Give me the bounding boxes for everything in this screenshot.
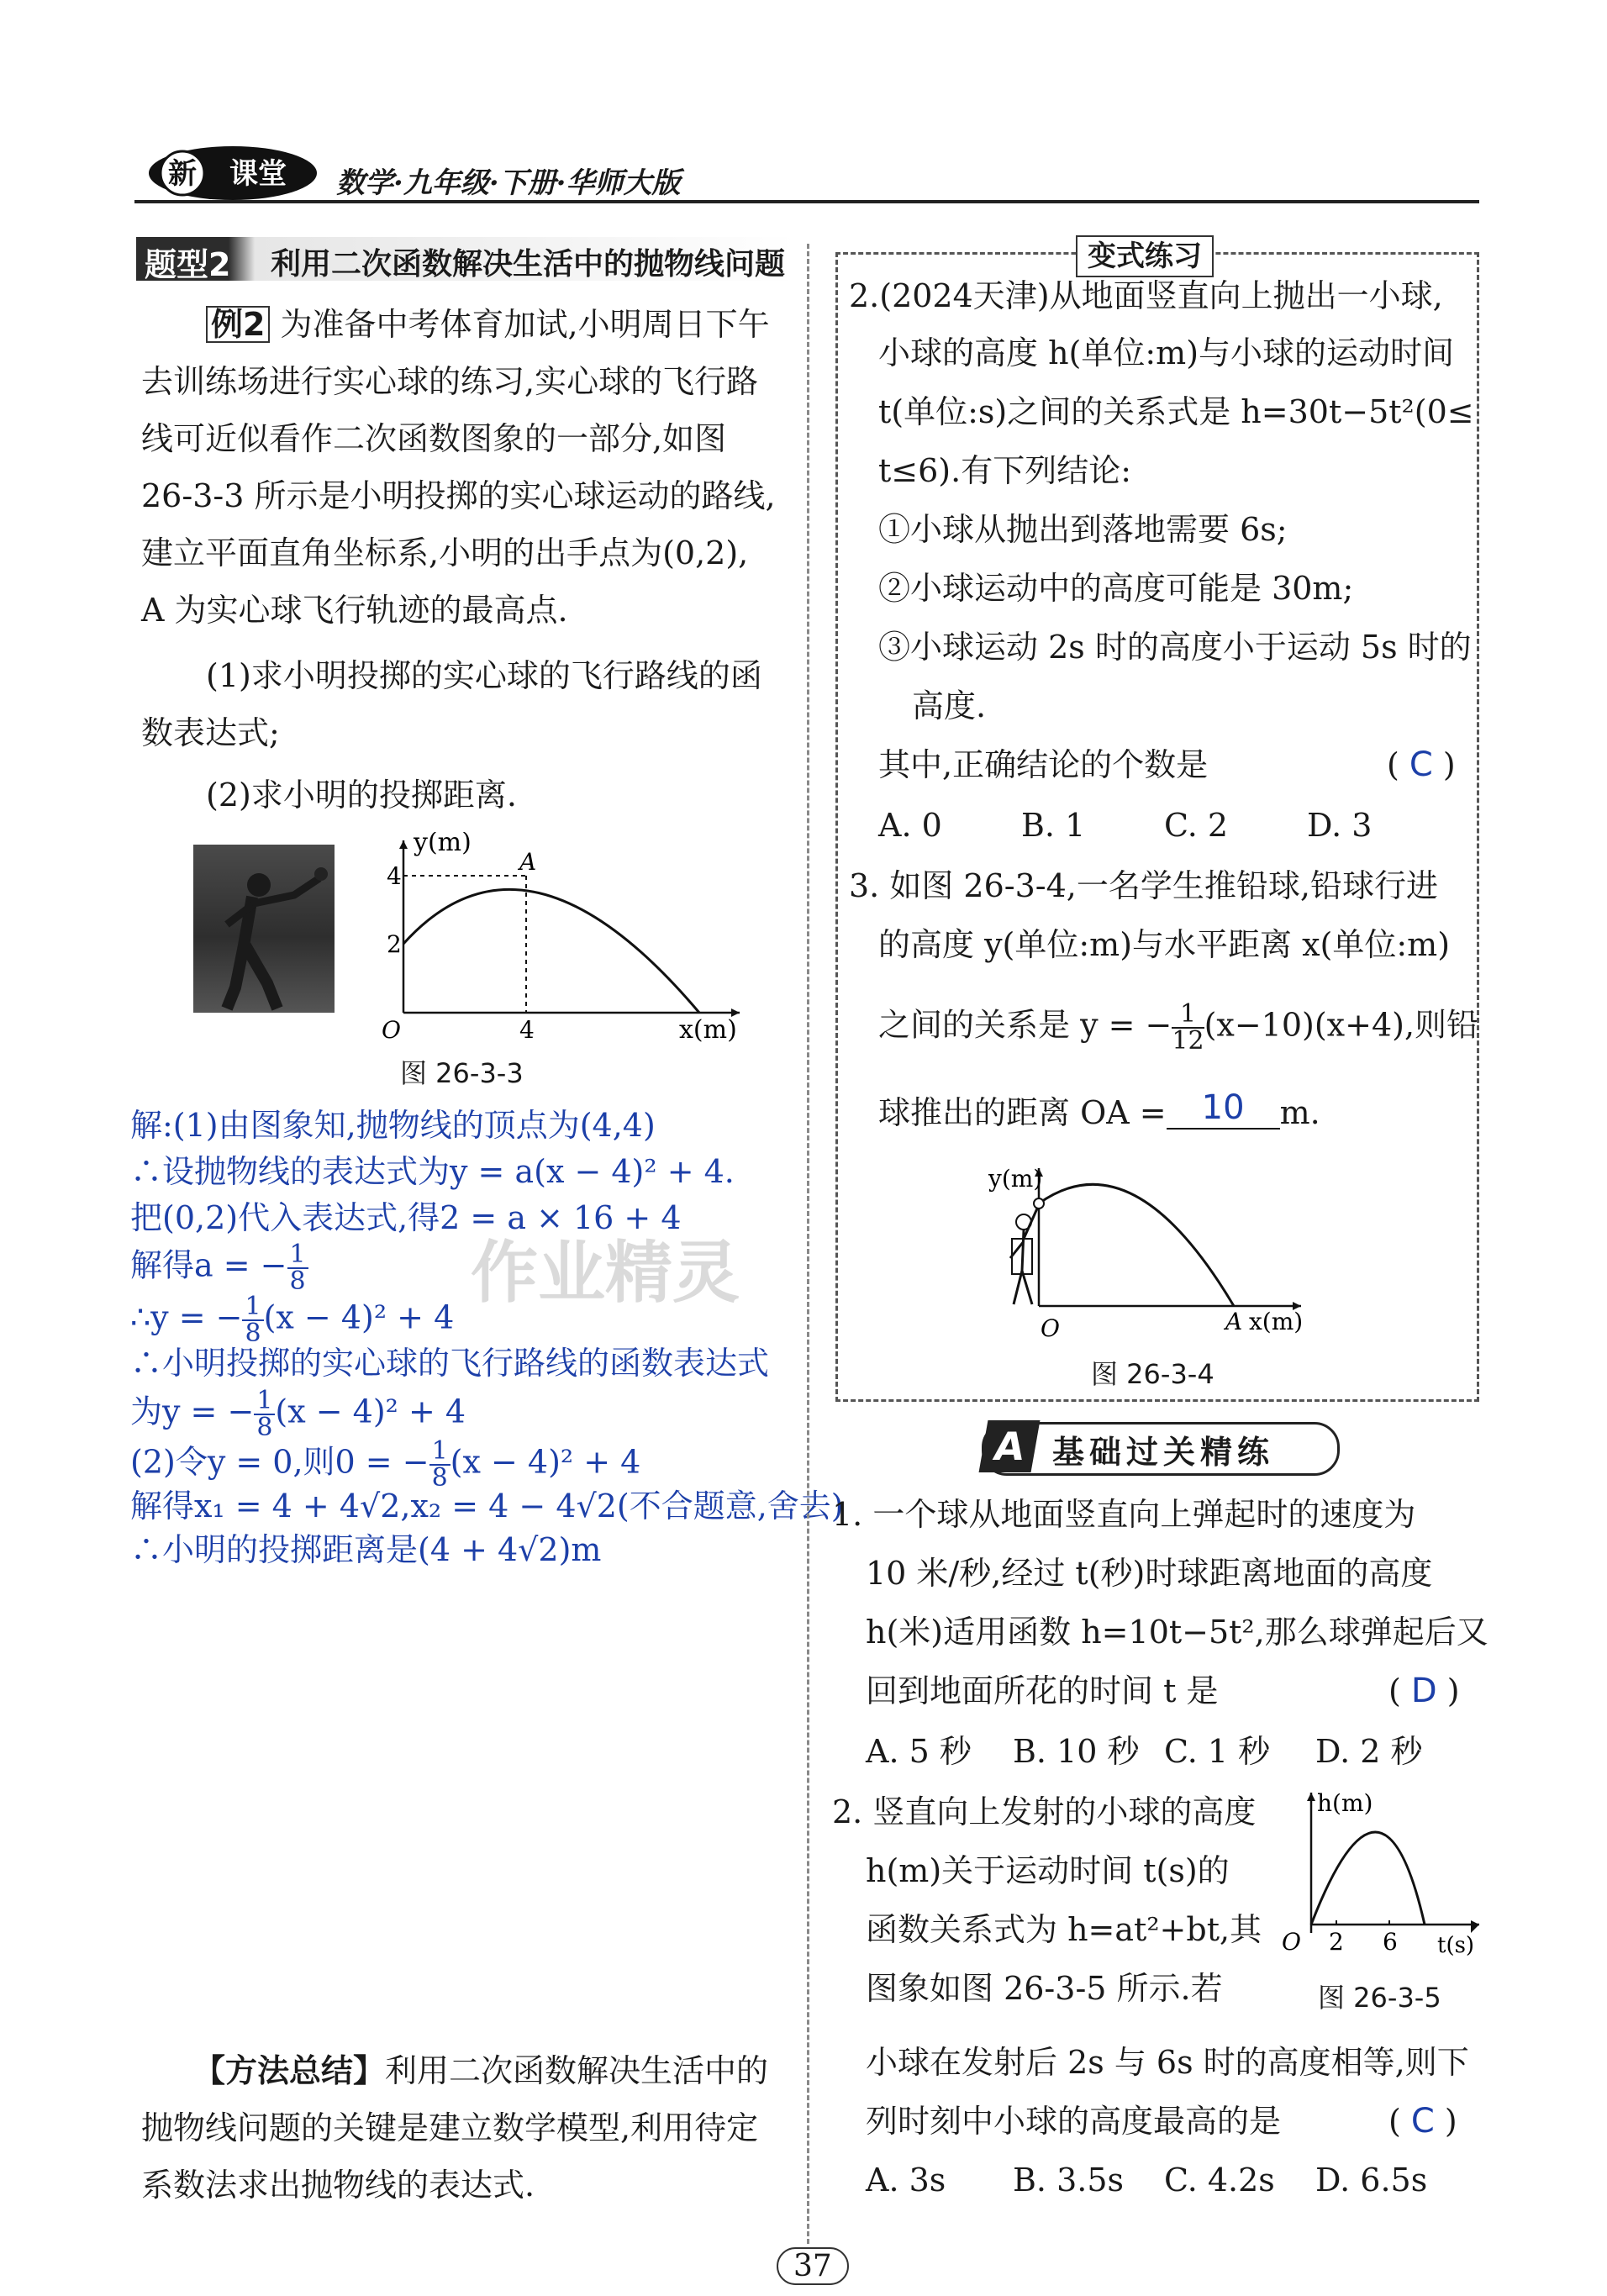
p2-option-b: B. 1 (1021, 807, 1086, 844)
figure-26-3-4 (982, 1161, 1335, 1346)
question-1-line-1: (1)求小明投掷的实心球的飞行路线的函 (206, 657, 762, 694)
p2-line-6: ②小球运动中的高度可能是 30m; (878, 570, 1354, 607)
b2-line-5: 小球在发射后 2s 与 6s 时的高度相等,则下 (866, 2044, 1469, 2081)
p2-line-3: t(单位:s)之间的关系式是 h=30t−5t²(0≤ (878, 393, 1474, 430)
b1-option-c: C. 1 秒 (1164, 1733, 1271, 1770)
p2-option-c: C. 2 (1164, 807, 1229, 844)
p3-relation: 之间的关系是 y = − $\frac{1}{12}$ (x−10)(x+4),则铅 (878, 999, 1479, 1056)
p2-line-8: 高度. (912, 687, 987, 724)
p2-line-7: ③小球运动 2s 时的高度小于运动 5s 时的 (878, 629, 1472, 666)
figure-26-3-5-caption: 图 26-3-5 (1318, 1982, 1441, 2014)
b1-line-4: 回到地面所花的时间 t 是 (866, 1672, 1219, 1709)
solution-line-7: 为y = − $\frac{1}{8}$ (x − 4)² + 4 (130, 1386, 466, 1442)
method-summary-line-3: 系数法求出抛物线的表达式. (141, 2167, 535, 2204)
svg-text:新: 新 (168, 157, 197, 191)
example-line-3: 线可近似看作二次函数图象的一部分,如图 (141, 420, 727, 457)
shot-put-photo (193, 845, 335, 1013)
example-label: 例2 (206, 306, 270, 343)
figure-26-3-3-caption: 图 26-3-3 (400, 1057, 524, 1089)
p2-line-2: 小球的高度 h(单位:m)与小球的运动时间 (878, 334, 1455, 371)
b1-line-2: 10 米/秒,经过 t(秒)时球距离地面的高度 (866, 1555, 1433, 1592)
b2-line-4: 图象如图 26-3-5 所示.若 (866, 1970, 1223, 2007)
b1-answer-bracket: ( D ) (1388, 1672, 1460, 1710)
example-line-5: 建立平面直角坐标系,小明的出手点为(0,2), (141, 535, 749, 571)
b1-option-b: B. 10 秒 (1013, 1733, 1140, 1770)
section-a-title: 基础过关精练 (1052, 1434, 1275, 1471)
p2-line-9: 其中,正确结论的个数是 (878, 746, 1209, 783)
solution-line-2: ∴设抛物线的表达式为y = a(x − 4)² + 4. (130, 1153, 735, 1190)
column-divider (807, 244, 809, 2244)
p2-line-1: 2.(2024天津)从地面竖直向上抛出一小球, (849, 277, 1443, 314)
solution-line-1: 解:(1)由图象知,抛物线的顶点为(4,4) (130, 1107, 656, 1144)
b1-option-a: A. 5 秒 (866, 1733, 972, 1770)
p3-line-1: 3. 如图 26-3-4,一名学生推铅球,铅球行进 (849, 867, 1438, 904)
b2-answer: C (1410, 2102, 1435, 2141)
p3-last-line: 球推出的距离 OA = 10 m. (878, 1088, 1320, 1131)
type-label: 题型2 (145, 246, 231, 283)
fig4-y-label: y(m) (988, 1165, 1043, 1193)
method-label: 【方法总结】 (193, 2052, 386, 2089)
b1-option-d: D. 2 秒 (1315, 1733, 1423, 1770)
b2-option-a: A. 3s (866, 2162, 946, 2199)
solution-line-5: ∴y = − $\frac{1}{8}$ (x − 4)² + 4 (130, 1292, 455, 1348)
b2-line-1: 2. 竖直向上发射的小球的高度 (832, 1793, 1257, 1830)
fig5-t2: 2 (1329, 1928, 1344, 1956)
solution-line-4: 解得a = − $\frac{1}{8}$ (130, 1242, 308, 1294)
question-2: (2)求小明的投掷距离. (206, 777, 517, 814)
b2-option-c: C. 4.2s (1164, 2162, 1275, 2199)
p2-option-a: A. 0 (878, 807, 942, 844)
p2-answer-bracket: ( C ) (1387, 745, 1456, 784)
fig4-x-label: x(m) (1249, 1308, 1304, 1335)
b2-option-b: B. 3.5s (1013, 2162, 1125, 2199)
fig3-origin: O (382, 1016, 401, 1042)
fig3-x-label: x(m) (679, 1015, 737, 1042)
svg-text:课堂: 课堂 (229, 157, 287, 191)
fig5-origin: O (1282, 1928, 1301, 1956)
solution-line-10: ∴小明的投掷距离是(4 + 4√2)m (130, 1531, 602, 1568)
example-line-4: 26-3-3 所示是小明投掷的实心球运动的路线, (141, 477, 776, 514)
method-summary-line-1: 【方法总结】利用二次函数解决生活中的 (193, 2052, 769, 2089)
p3-answer: 10 (1201, 1088, 1245, 1127)
fig4-origin: O (1041, 1314, 1060, 1342)
b2-answer-bracket: ( C ) (1388, 2102, 1457, 2141)
question-1-line-2: 数表达式; (141, 714, 280, 751)
solution-line-8: (2)令y = 0,则0 = − $\frac{1}{8}$ (x − 4)² + 4 (130, 1436, 641, 1493)
fig5-y-label: h(m) (1317, 1789, 1373, 1817)
example-line-6: A 为实心球飞行轨迹的最高点. (141, 592, 568, 629)
figure-26-3-4-caption: 图 26-3-4 (1091, 1358, 1214, 1390)
figure-26-3-3 (370, 832, 748, 1042)
b2-line-6: 列时刻中小球的高度最高的是 (866, 2103, 1282, 2140)
fig3-peak-label: A (519, 848, 537, 876)
solution-line-3: 把(0,2)代入表达式,得2 = a × 16 + 4 (130, 1199, 682, 1236)
solution-line-9: 解得x₁ = 4 + 4√2,x₂ = 4 − 4√2(不合题意,舍去) (130, 1488, 844, 1525)
p2-line-4: t≤6).有下列结论: (878, 452, 1131, 489)
p2-line-5: ①小球从抛出到落地需要 6s; (878, 511, 1288, 548)
example-line-1: 例2 为准备中考体育加试,小明周日下午 (206, 304, 770, 345)
b2-option-d: D. 6.5s (1315, 2162, 1428, 2199)
p2-answer: C (1409, 745, 1433, 784)
fig3-y4: 4 (387, 862, 402, 890)
brand-logo (145, 143, 321, 203)
b1-line-1: 1. 一个球从地面竖直向上弹起时的速度为 (832, 1496, 1416, 1533)
fig3-y-label: y(m) (414, 832, 472, 857)
b2-line-2: h(m)关于运动时间 t(s)的 (866, 1852, 1230, 1889)
fig3-x4: 4 (519, 1016, 535, 1042)
b1-answer: D (1410, 1672, 1437, 1710)
fig3-y2: 2 (387, 930, 402, 958)
p3-line-2: 的高度 y(单位:m)与水平距离 x(单位:m) (878, 926, 1451, 963)
header-divider (134, 200, 1479, 203)
type-title: 利用二次函数解决生活中的抛物线问题 (271, 247, 786, 282)
page-number: 37 (777, 2247, 849, 2285)
section-a-icon: A (979, 1420, 1041, 1472)
b1-line-3: h(米)适用函数 h=10t−5t²,那么球弹起后又 (866, 1614, 1488, 1651)
fig5-t6: 6 (1383, 1928, 1398, 1956)
solution-line-6: ∴小明投掷的实心球的飞行路线的函数表达式 (130, 1345, 770, 1382)
method-summary-line-2: 抛物线问题的关键是建立数学模型,利用待定 (141, 2109, 759, 2146)
b2-line-3: 函数关系式为 h=at²+bt,其 (866, 1911, 1262, 1948)
fig5-x-label: t(s) (1437, 1933, 1475, 1958)
fig4-a-label: A (1225, 1308, 1243, 1335)
variant-title: 变式练习 (1076, 235, 1214, 277)
p2-option-d: D. 3 (1307, 807, 1373, 844)
example-line-2: 去训练场进行实心球的练习,实心球的飞行路 (141, 363, 759, 400)
book-subject: 数学·九年级·下册·华师大版 (336, 166, 681, 200)
watermark: 作业精灵 (471, 1234, 740, 1312)
figure-26-3-5 (1265, 1786, 1492, 1962)
